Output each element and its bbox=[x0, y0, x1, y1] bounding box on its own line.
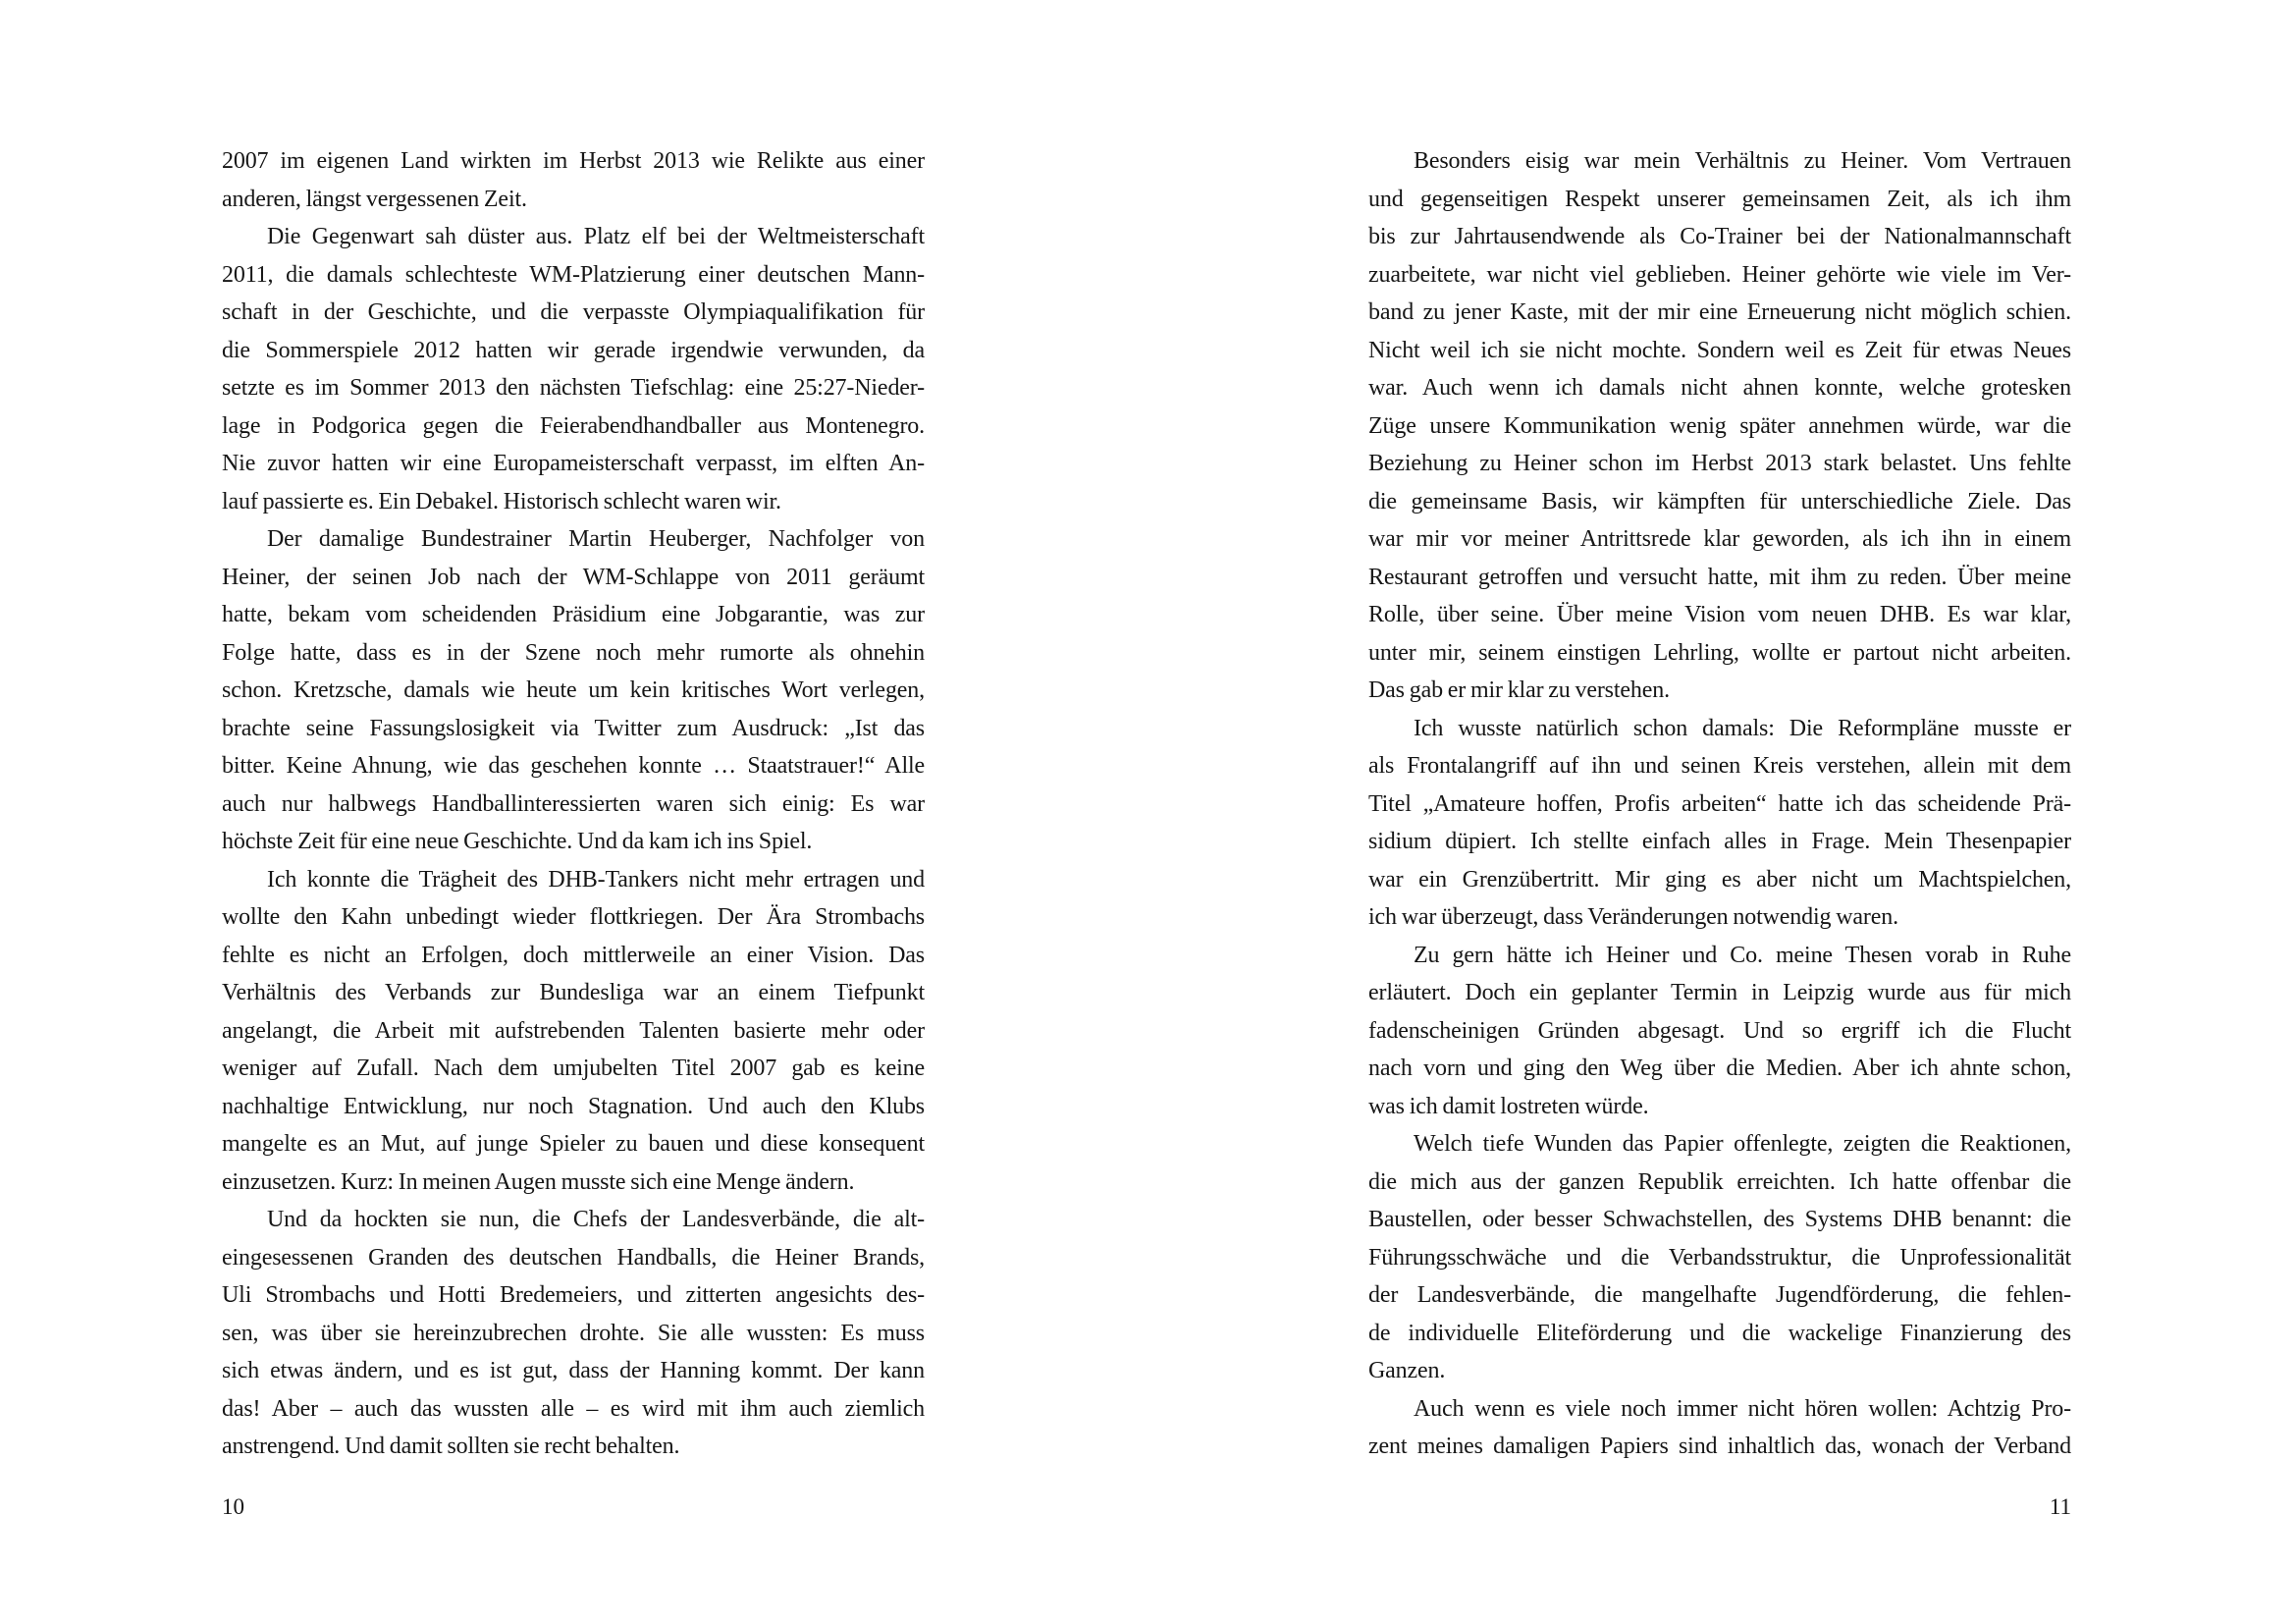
paragraph bbox=[222, 218, 925, 520]
paragraph bbox=[1368, 937, 2071, 1126]
text-line: die gemeinsame Basis, wir kämpften für unterschiedliche Ziele. Das bbox=[1368, 488, 2071, 514]
page-right-text-column bbox=[1368, 142, 2071, 1466]
text-line: eingesessenen Granden des deutschen Handballs, die Heiner Brands, bbox=[222, 1244, 925, 1271]
text-line: Folge hatte, dass es in der Szene noch mehr rumorte als ohnehin bbox=[222, 639, 925, 666]
text-line: Und da hockten sie nun, die Chefs der Landesverbände, die alt- bbox=[267, 1207, 925, 1232]
text-line: was ich damit lostreten würde. bbox=[1368, 1093, 1649, 1119]
text-line: sich etwas ändern, und es ist gut, dass der Hanning kommt. Der kann bbox=[222, 1358, 925, 1383]
text-line: brachte seine Fassungslosigkeit via Twitter zum Ausdruck: „Ist das bbox=[222, 715, 925, 741]
text-line: Besonders eisig war mein Verhältnis zu Heiner. Vom Vertrauen bbox=[1414, 148, 2071, 174]
text-line: als Frontalangriff auf ihn und seinen Kreis verstehen, allein mit dem bbox=[1368, 753, 2071, 779]
text-line: die Sommerspiele 2012 hatten wir gerade irgendwie verwunden, da bbox=[222, 337, 925, 363]
text-line: de individuelle Eliteförderung und die wackelige Finanzierung des bbox=[1368, 1320, 2071, 1346]
text-line: einzusetzen. Kurz: In meinen Augen musste sich eine Menge ändern. bbox=[222, 1168, 855, 1195]
text-line: sen, was über sie hereinzubrechen drohte. Sie alle wussten: Es muss bbox=[222, 1320, 925, 1346]
page-left-text-column bbox=[222, 142, 925, 1466]
text-line: Restaurant getroffen und versucht hatte, mit ihm zu reden. Über meine bbox=[1368, 564, 2071, 590]
text-line: unter mir, seinem einstigen Lehrling, wollte er partout nicht arbeiten. bbox=[1368, 639, 2071, 666]
paragraph bbox=[1368, 1125, 2071, 1390]
text-line: zuarbeitete, war nicht viel geblieben. Heiner gehörte wie viele im Ver- bbox=[1368, 261, 2071, 288]
text-line: zent meines damaligen Papiers sind inhaltlich das, wonach der Verband bbox=[1368, 1434, 2071, 1459]
text-line: war mir vor meiner Antrittsrede klar geworden, als ich ihn in einem bbox=[1368, 526, 2071, 552]
page-number-left: 10 bbox=[222, 1494, 244, 1519]
text-line: Ganzen. bbox=[1368, 1358, 1446, 1383]
text-line: lauf passierte es. Ein Debakel. Historisch schlecht waren wir. bbox=[222, 488, 781, 514]
text-line: das! Aber – auch das wussten alle – es wird mit ihm auch ziemlich bbox=[222, 1395, 925, 1422]
text-line: schaft in der Geschichte, und die verpasste Olympiaqualifikation für bbox=[222, 299, 925, 325]
paragraph bbox=[222, 1201, 925, 1466]
paragraph bbox=[1368, 1390, 2071, 1466]
text-line: erläutert. Doch ein geplanter Termin in Leipzig wurde aus für mich bbox=[1368, 980, 2071, 1005]
text-line: Baustellen, oder besser Schwachstellen, des Systems DHB benannt: die bbox=[1368, 1207, 2071, 1232]
text-line: Verhältnis des Verbands zur Bundesliga war an einem Tiefpunkt bbox=[222, 980, 925, 1005]
text-line: Zu gern hätte ich Heiner und Co. meine Thesen vorab in Ruhe bbox=[1414, 942, 2071, 968]
paragraph bbox=[1368, 142, 2071, 710]
text-line: nachhaltige Entwicklung, nur noch Stagnation. Und auch den Klubs bbox=[222, 1093, 925, 1119]
text-line: Züge unsere Kommunikation wenig später annehmen würde, war die bbox=[1368, 412, 2071, 439]
text-line: Welch tiefe Wunden das Papier offenlegte, zeigten die Reaktionen, bbox=[1414, 1131, 2071, 1157]
text-line: und gegenseitigen Respekt unserer gemeinsamen Zeit, als ich ihm bbox=[1368, 186, 2071, 212]
text-line: hatte, bekam vom scheidenden Präsidium eine Jobgarantie, was zur bbox=[222, 602, 925, 627]
text-line: Der damalige Bundestrainer Martin Heuberger, Nachfolger von bbox=[267, 526, 925, 552]
text-line: schon. Kretzsche, damals wie heute um kein kritisches Wort verlegen, bbox=[222, 677, 925, 703]
text-line: Beziehung zu Heiner schon im Herbst 2013 stark belastet. Uns fehlte bbox=[1368, 451, 2071, 476]
text-line: sidium düpiert. Ich stellte einfach alles in Frage. Mein Thesenpapier bbox=[1368, 829, 2071, 854]
text-line: Auch wenn es viele noch immer nicht hören wollen: Achtzig Pro- bbox=[1414, 1395, 2071, 1422]
text-line: weniger auf Zufall. Nach dem umjubelten Titel 2007 gab es keine bbox=[222, 1056, 925, 1081]
text-line: fehlte es nicht an Erfolgen, doch mittlerweile an einer Vision. Das bbox=[222, 942, 925, 968]
text-line: band zu jener Kaste, mit der mir eine Erneuerung nicht möglich schien. bbox=[1368, 299, 2071, 325]
text-line: anstrengend. Und damit sollten sie recht behalten. bbox=[222, 1434, 680, 1459]
text-line: anderen, längst vergessenen Zeit. bbox=[222, 186, 527, 212]
text-line: Ich wusste natürlich schon damals: Die Reformpläne musste er bbox=[1414, 715, 2071, 741]
text-line: Heiner, der seinen Job nach der WM-Schlappe von 2011 geräumt bbox=[222, 564, 925, 590]
text-line: Ich konnte die Trägheit des DHB-Tankers nicht mehr ertragen und bbox=[267, 866, 925, 893]
text-line: nach vorn und ging den Weg über die Medien. Aber ich ahnte schon, bbox=[1368, 1056, 2071, 1081]
paragraph bbox=[222, 520, 925, 861]
paragraph bbox=[222, 861, 925, 1202]
paragraph bbox=[222, 142, 925, 218]
text-line: lage in Podgorica gegen die Feierabendhandballer aus Montenegro. bbox=[222, 412, 925, 439]
text-line: die mich aus der ganzen Republik erreichten. Ich hatte offenbar die bbox=[1368, 1168, 2071, 1195]
text-line: Nicht weil ich sie nicht mochte. Sondern weil es Zeit für etwas Neues bbox=[1368, 337, 2071, 363]
text-line: der Landesverbände, die mangelhafte Jugendförderung, die fehlen- bbox=[1368, 1282, 2071, 1308]
text-line: Rolle, über seine. Über meine Vision vom neuen DHB. Es war klar, bbox=[1368, 602, 2071, 627]
text-line: Uli Strombachs und Hotti Bredemeiers, und zitterten angesichts des- bbox=[222, 1282, 925, 1308]
text-line: höchste Zeit für eine neue Geschichte. Und da kam ich ins Spiel. bbox=[222, 829, 813, 854]
text-line: war ein Grenzübertritt. Mir ging es aber nicht um Machtspielchen, bbox=[1368, 866, 2071, 893]
text-line: bitter. Keine Ahnung, wie das geschehen konnte … Staatstrauer!“ Alle bbox=[222, 753, 925, 779]
text-line: Nie zuvor hatten wir eine Europameisterschaft verpasst, im elften An- bbox=[222, 451, 925, 476]
text-line: Das gab er mir klar zu verstehen. bbox=[1368, 677, 1670, 703]
text-line: bis zur Jahrtausendwende als Co-Trainer bei der Nationalmannschaft bbox=[1368, 224, 2071, 249]
text-line: fadenscheinigen Gründen abgesagt. Und so ergriff ich die Flucht bbox=[1368, 1017, 2071, 1044]
text-line: Titel „Amateure hoffen, Profis arbeiten“ hatte ich das scheidende Prä- bbox=[1368, 790, 2071, 817]
text-line: Führungsschwäche und die Verbandsstruktur, die Unprofessionalität bbox=[1368, 1244, 2071, 1271]
text-line: 2007 im eigenen Land wirkten im Herbst 2013 wie Relikte aus einer bbox=[222, 148, 925, 174]
text-line: war. Auch wenn ich damals nicht ahnen konnte, welche grotesken bbox=[1368, 375, 2071, 401]
text-line: 2011, die damals schlechteste WM-Platzierung einer deutschen Mann- bbox=[222, 261, 925, 288]
paragraph bbox=[1368, 710, 2071, 937]
text-line: angelangt, die Arbeit mit aufstrebenden Talenten basierte mehr oder bbox=[222, 1017, 925, 1044]
text-line: setzte es im Sommer 2013 den nächsten Tiefschlag: eine 25:27-Nieder- bbox=[222, 375, 925, 401]
text-line: mangelte es an Mut, auf junge Spieler zu bauen und diese konsequent bbox=[222, 1131, 925, 1157]
text-line: ich war überzeugt, dass Veränderungen notwendig waren. bbox=[1368, 904, 1898, 930]
text-line: Die Gegenwart sah düster aus. Platz elf bei der Weltmeisterschaft bbox=[267, 224, 925, 249]
text-line: wollte den Kahn unbedingt wieder flottkriegen. Der Ära Strombachs bbox=[222, 904, 925, 930]
text-line: auch nur halbwegs Handballinteressierten waren sich einig: Es war bbox=[222, 790, 925, 817]
page-number-right: 11 bbox=[2049, 1494, 2071, 1519]
